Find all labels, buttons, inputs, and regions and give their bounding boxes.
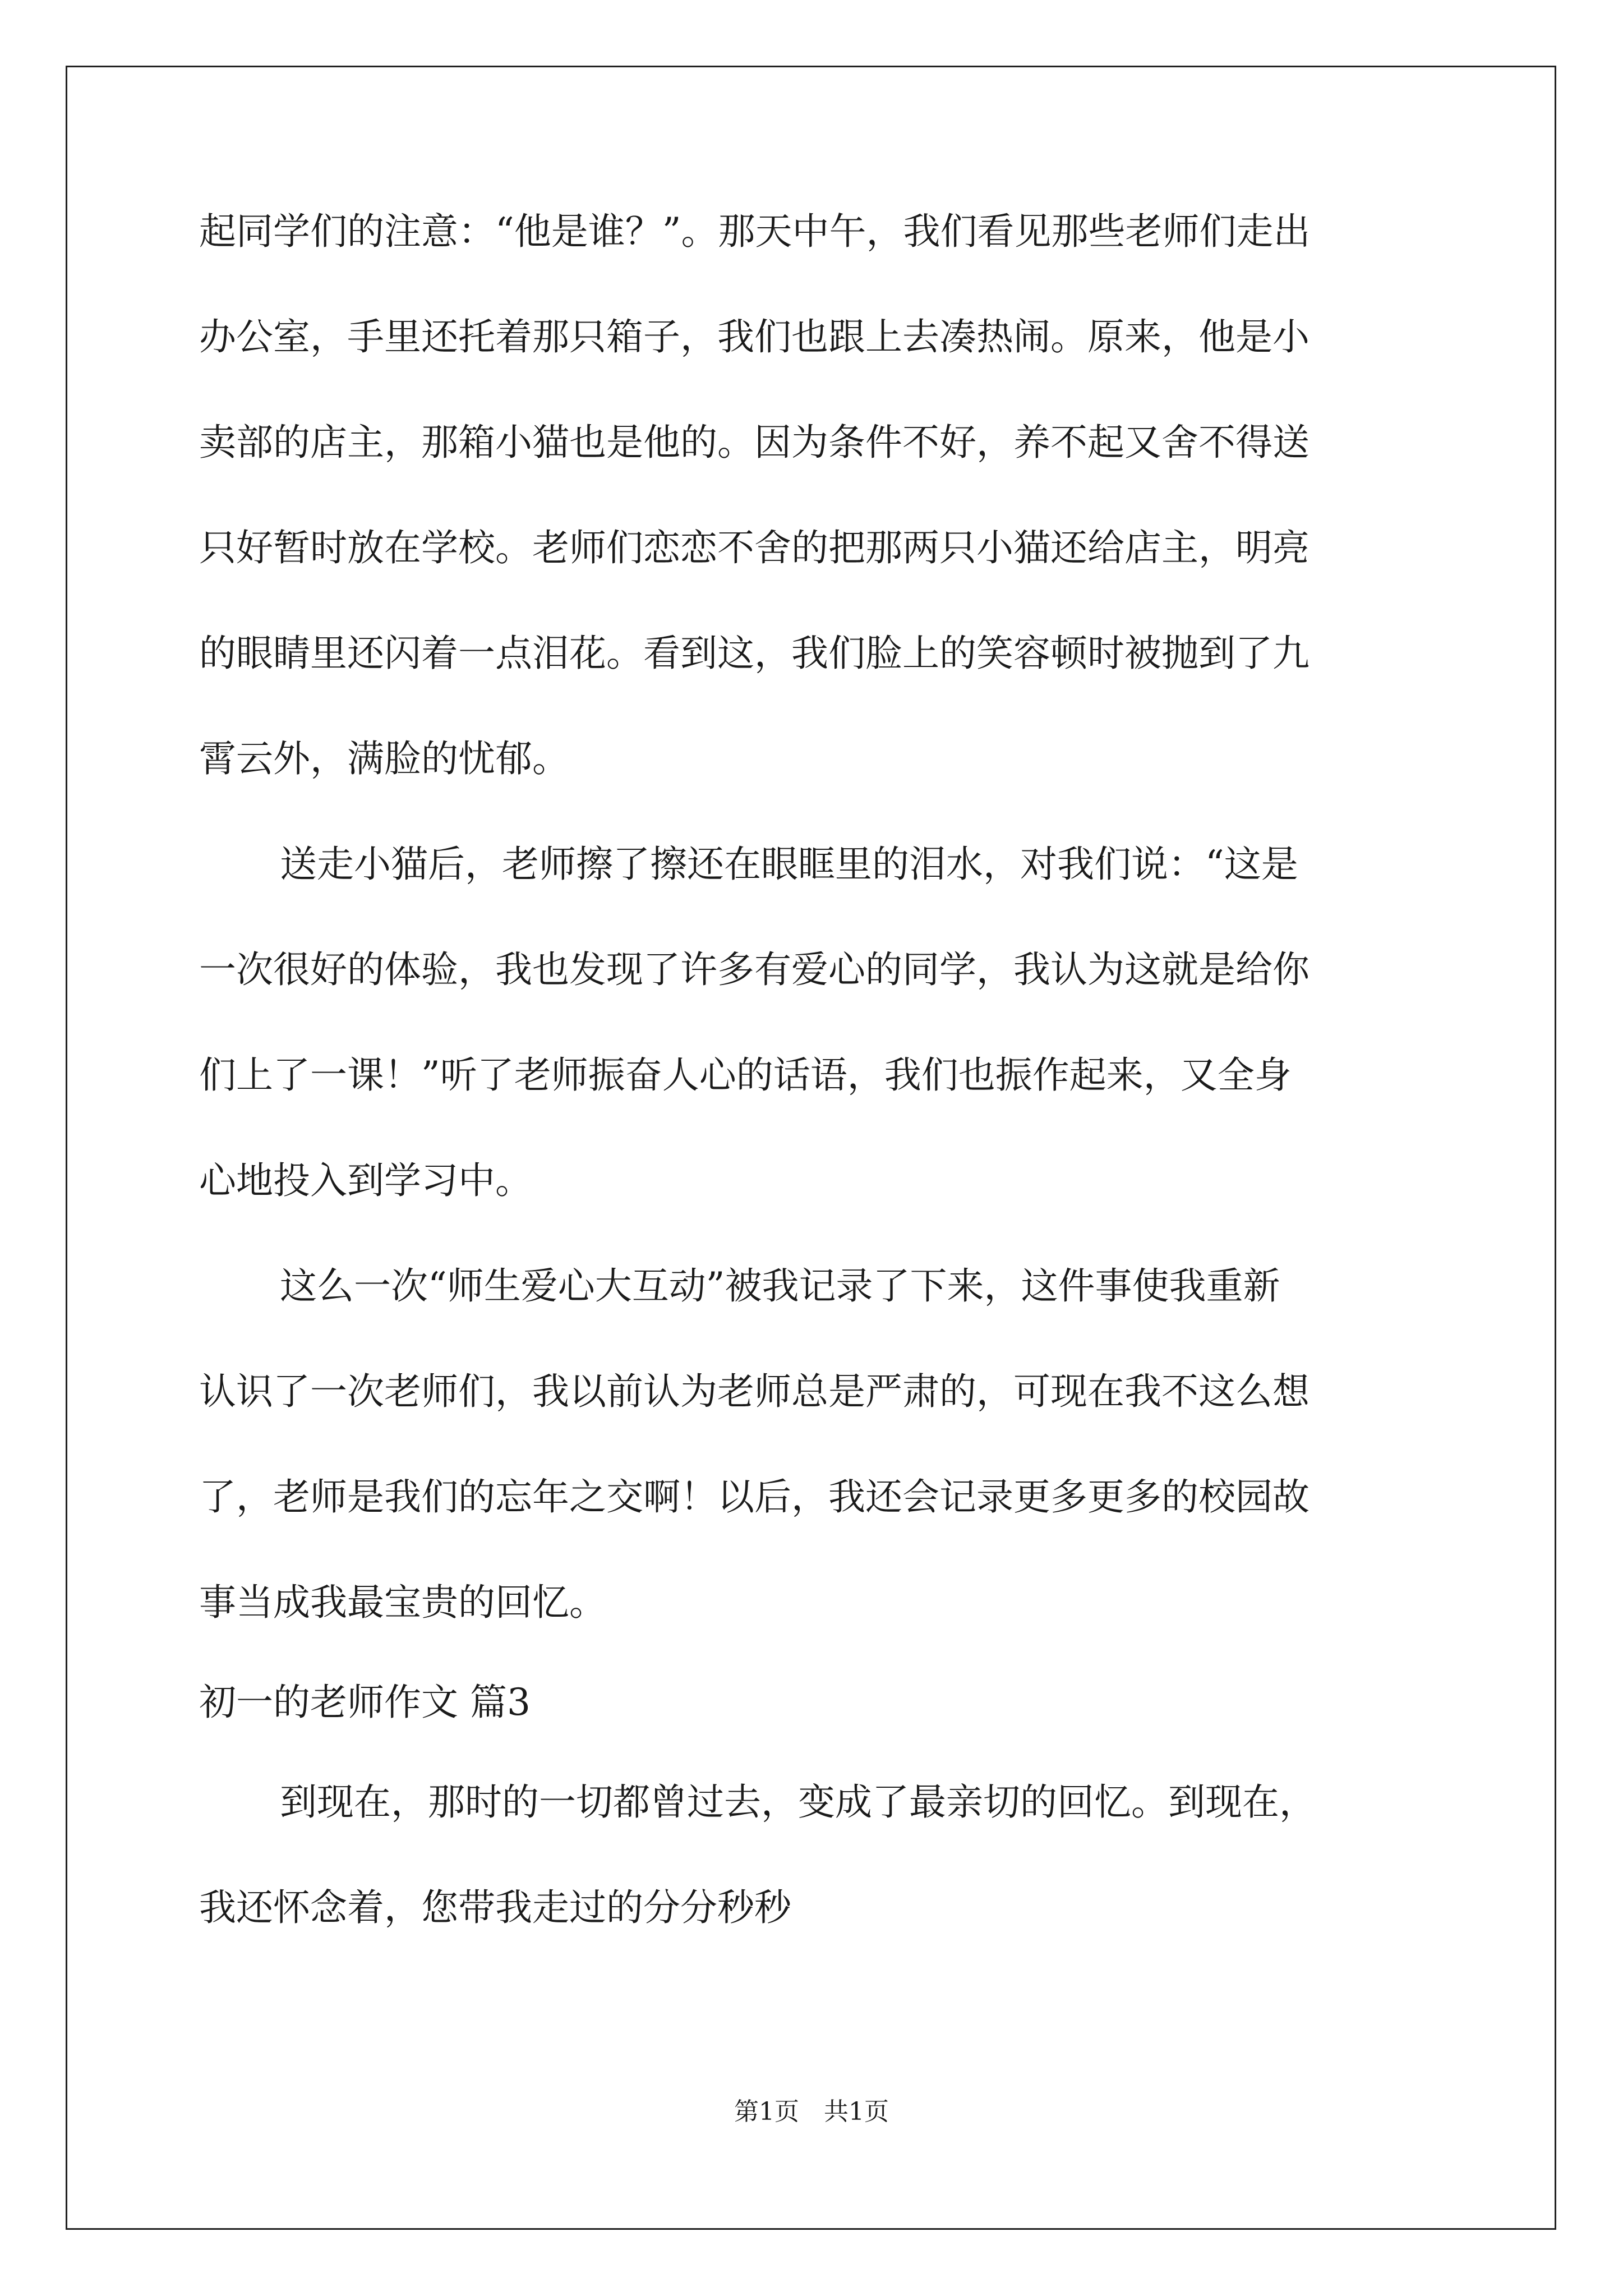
- text-line: 的眼睛里还闪着一点泪花。看到这，我们脸上的笑容顿时被抛到了九: [199, 632, 1310, 675]
- text-line: 到现在，那时的一切都曾过去，变成了最亲切的回忆。到现在，: [280, 1780, 1316, 1824]
- section-heading: 初一的老师作文 篇3: [199, 1681, 531, 1724]
- text-line: 我还怀念着，您带我走过的分分秒秒: [199, 1886, 791, 1929]
- text-line: 霄云外，满脸的忧郁。: [199, 737, 569, 780]
- text-line: 了，老师是我们的忘年之交啊！以后，我还会记录更多更多的校园故: [199, 1475, 1310, 1519]
- text-line: 认识了一次老师们，我以前认为老师总是严肃的，可现在我不这么想: [199, 1370, 1310, 1413]
- text-line: 卖部的店主，那箱小猫也是他的。因为条件不好，养不起又舍不得送: [199, 421, 1310, 464]
- text-line: 心地投入到学习中。: [199, 1159, 532, 1202]
- page-footer: 第1页 共1页: [734, 2097, 889, 2126]
- text-line: 起同学们的注意：“他是谁？”。那天中午，我们看见那些老师们走出: [199, 210, 1311, 253]
- text-line: 们上了一课！”听了老师振奋人心的话语，我们也振作起来，又全身: [199, 1053, 1292, 1097]
- text-line: 只好暂时放在学校。老师们恋恋不舍的把那两只小猫还给店主，明亮: [199, 526, 1310, 569]
- text-line: 这么一次“师生爱心大互动”被我记录了下来，这件事使我重新: [280, 1264, 1280, 1308]
- text-line: 办公室，手里还托着那只箱子，我们也跟上去凑热闹。原来，他是小: [199, 315, 1310, 358]
- text-line: 事当成我最宝贵的回忆。: [199, 1581, 606, 1624]
- text-line: 一次很好的体验，我也发现了许多有爱心的同学，我认为这就是给你: [199, 948, 1310, 991]
- text-line: 送走小猫后，老师擦了擦还在眼眶里的泪水，对我们说：“这是: [280, 843, 1298, 886]
